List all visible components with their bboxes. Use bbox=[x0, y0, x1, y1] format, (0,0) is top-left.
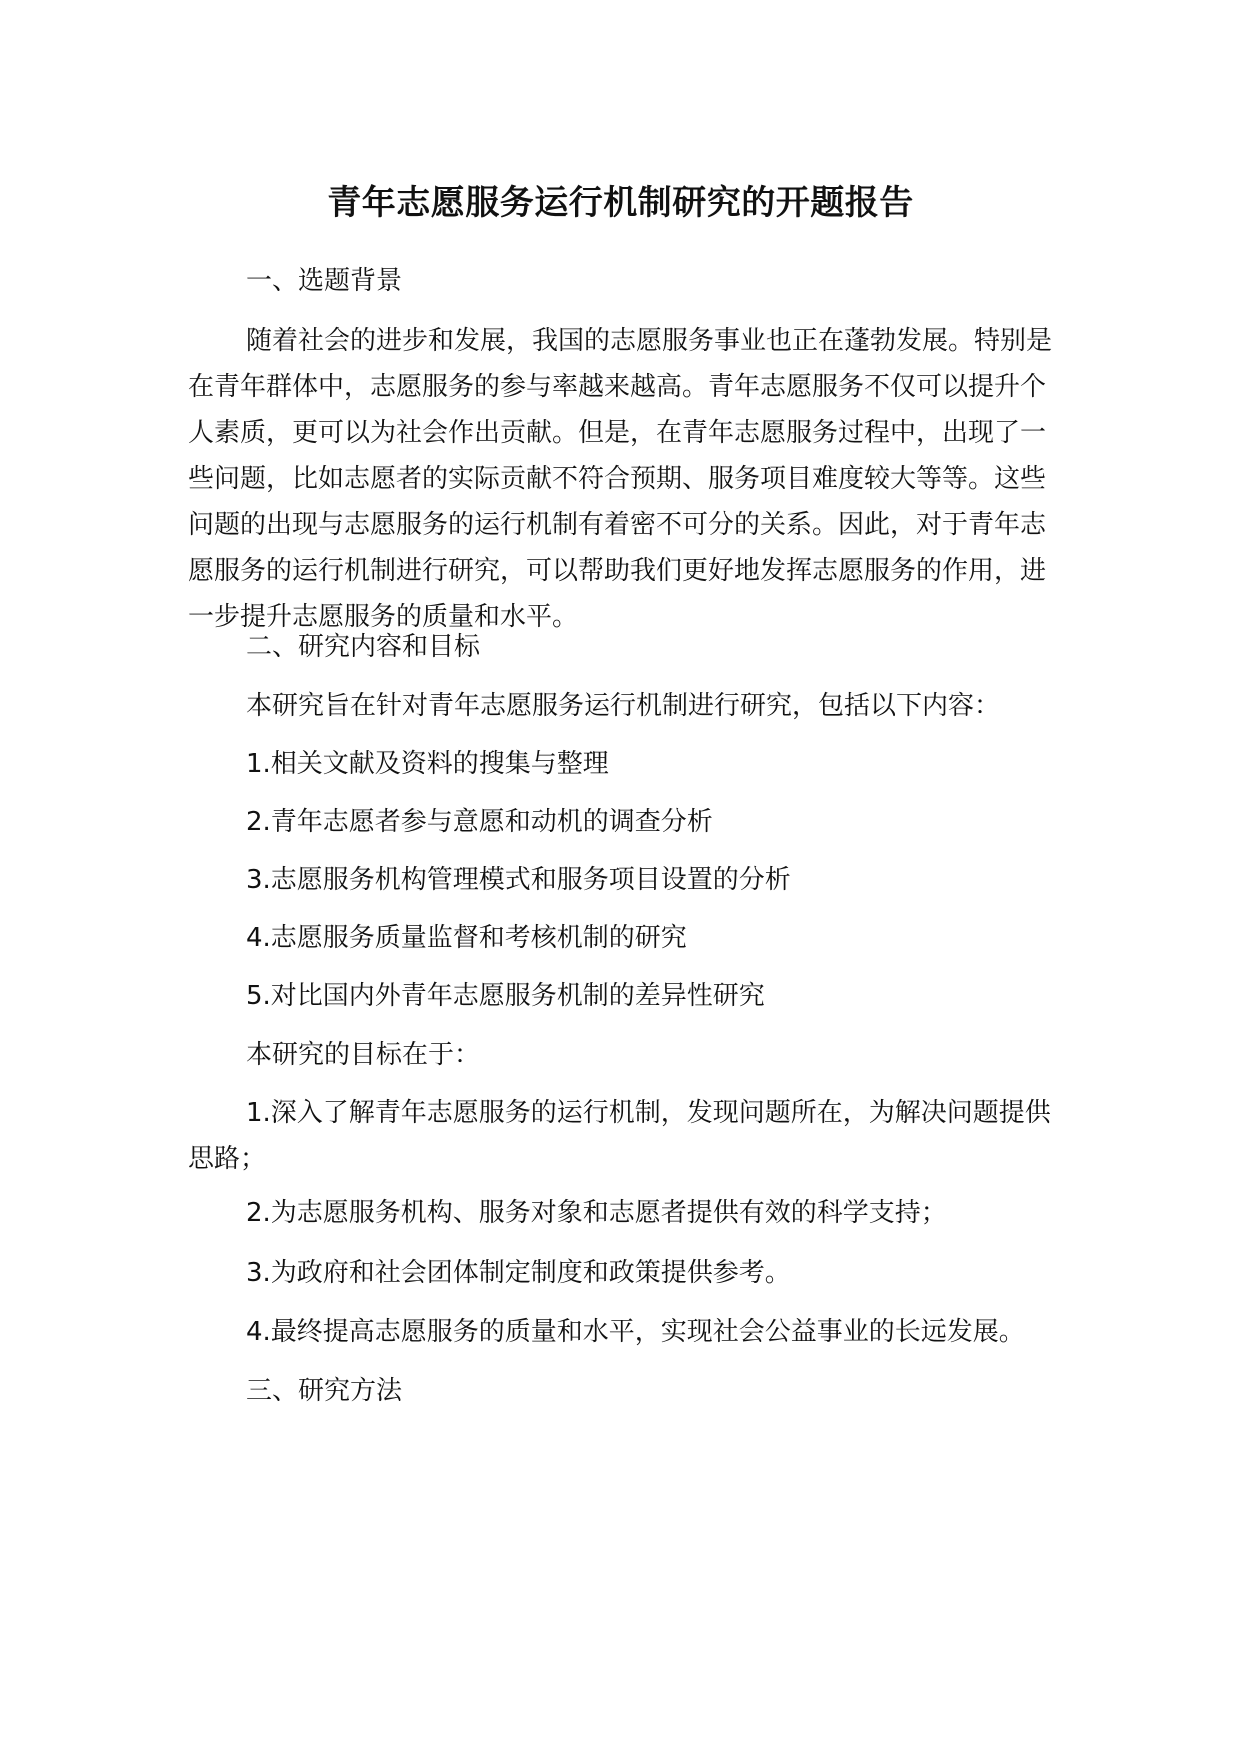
goal-item-4: 4.最终提高志愿服务的质量和水平，实现社会公益事业的长远发展。 bbox=[246, 1317, 1025, 1347]
content-intro: 本研究旨在针对青年志愿服务运行机制进行研究，包括以下内容： bbox=[246, 691, 1001, 721]
document-title: 青年志愿服务运行机制研究的开题报告 bbox=[327, 183, 914, 223]
content-item-1: 1.相关文献及资料的搜集与整理 bbox=[246, 749, 609, 779]
goal-item-2: 2.为志愿服务机构、服务对象和志愿者提供有效的科学支持； bbox=[246, 1198, 947, 1228]
section-2-heading: 二、研究内容和目标 bbox=[246, 632, 481, 662]
content-item-3: 3.志愿服务机构管理模式和服务项目设置的分析 bbox=[246, 865, 791, 895]
section-3-heading: 三、研究方法 bbox=[246, 1376, 403, 1406]
content-item-4: 4.志愿服务质量监督和考核机制的研究 bbox=[246, 923, 687, 953]
goal-item-1: 1.深入了解青年志愿服务的运行机制，发现问题所在，为解决问题提供思路； bbox=[188, 1098, 1051, 1174]
section-1-paragraph: 随着社会的进步和发展，我国的志愿服务事业也正在蓬勃发展。特别是在青年群体中，志愿服务的参与率越来越高。青年志愿服务不仅可以提升个人素质，更可以为社会作出贡献。但是，在青年志愿服务过程中，出现了一些问题，比如志愿者的实际贡献不符合预期、服务项目难度较大等等。这些问题的出现与志愿服务的运行机制有着密不可分的关系。因此，对于青年志愿服务的运行机制进行研究，可以帮助我们更好地发挥志愿服务的作用，进一步提升志愿服务的质量和水平。 bbox=[188, 326, 1053, 632]
goal-item-3: 3.为政府和社会团体制定制度和政策提供参考。 bbox=[246, 1258, 791, 1288]
content-item-2: 2.青年志愿者参与意愿和动机的调查分析 bbox=[246, 807, 713, 837]
goals-intro: 本研究的目标在于： bbox=[246, 1040, 481, 1070]
section-1-heading: 一、选题背景 bbox=[246, 266, 403, 296]
content-item-5: 5.对比国内外青年志愿服务机制的差异性研究 bbox=[246, 981, 765, 1011]
